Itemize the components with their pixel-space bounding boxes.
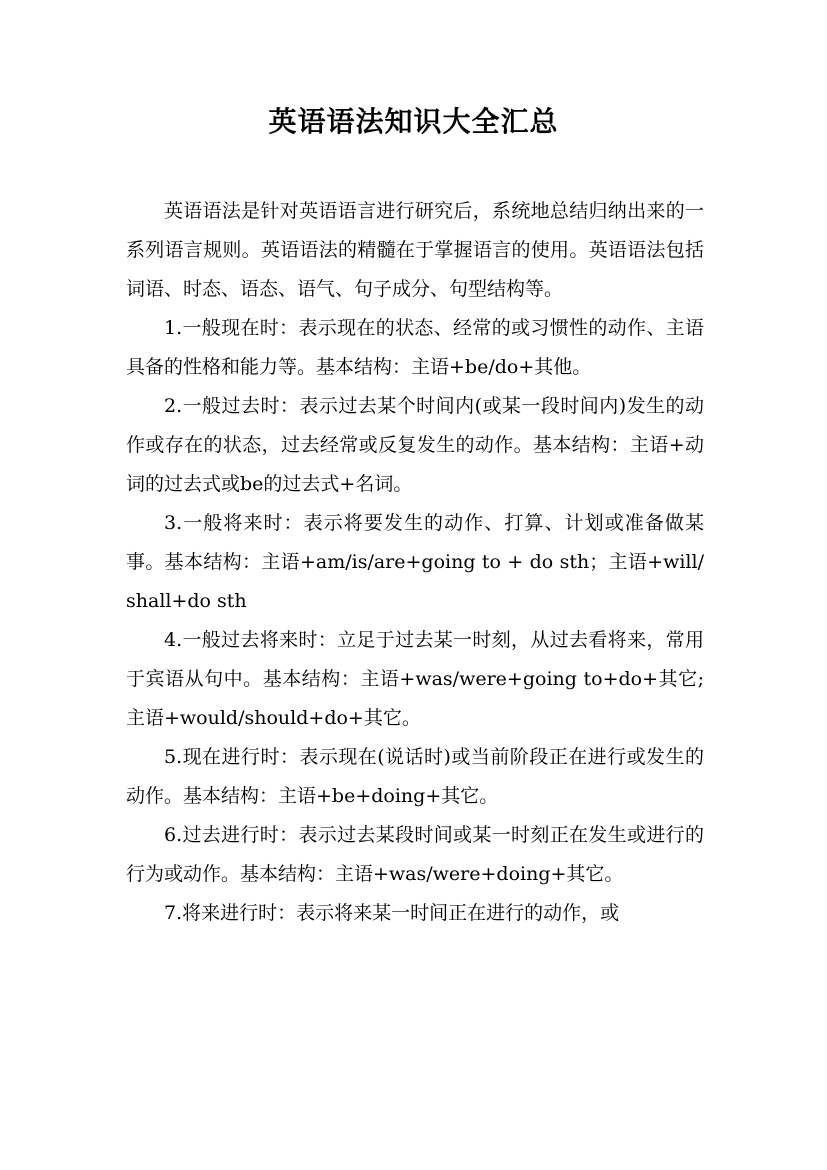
paragraph-future-continuous: 7.将来进行时：表示将来某一时间正在进行的动作，或	[164, 902, 620, 924]
document-title: 英语语法知识大全汇总	[268, 105, 559, 138]
intro-paragraph: 英语语法是针对英语语言进行研究后，系统地总结归纳出来的一系列语言规则。英语语法的精髓在于掌握语言的使用。英语语法包括词语、时态、语态、语气、句子成分、句型结构等。	[126, 200, 704, 300]
document-body	[126, 192, 704, 933]
paragraph-past-continuous: 6.过去进行时：表示过去某段时间或某一时刻正在发生或进行的行为或动作。基本结构：主语+was/were+doing+其它。	[126, 824, 704, 885]
paragraph-present-continuous: 5.现在进行时：表示现在(说话时)或当前阶段正在进行或发生的动作。基本结构：主语+be+doing+其它。	[126, 746, 704, 807]
paragraph-simple-future: 3.一般将来时：表示将要发生的动作、打算、计划或准备做某事。基本结构：主语+am/is/are+going to + do sth；主语+will/shall+do sth	[126, 512, 704, 612]
paragraph-past-future: 4.一般过去将来时：立足于过去某一时刻，从过去看将来，常用于宾语从句中。基本结构：主语+was/were+going to+do+其它;主语+would/should+do+其它。	[126, 629, 704, 729]
paragraph-simple-present: 1.一般现在时：表示现在的状态、经常的或习惯性的动作、主语具备的性格和能力等。基本结构：主语+be/do+其他。	[126, 317, 704, 378]
paragraph-simple-past: 2.一般过去时：表示过去某个时间内(或某一段时间内)发生的动作或存在的状态，过去经常或反复发生的动作。基本结构：主语+动词的过去式或be的过去式+名词。	[126, 395, 704, 495]
